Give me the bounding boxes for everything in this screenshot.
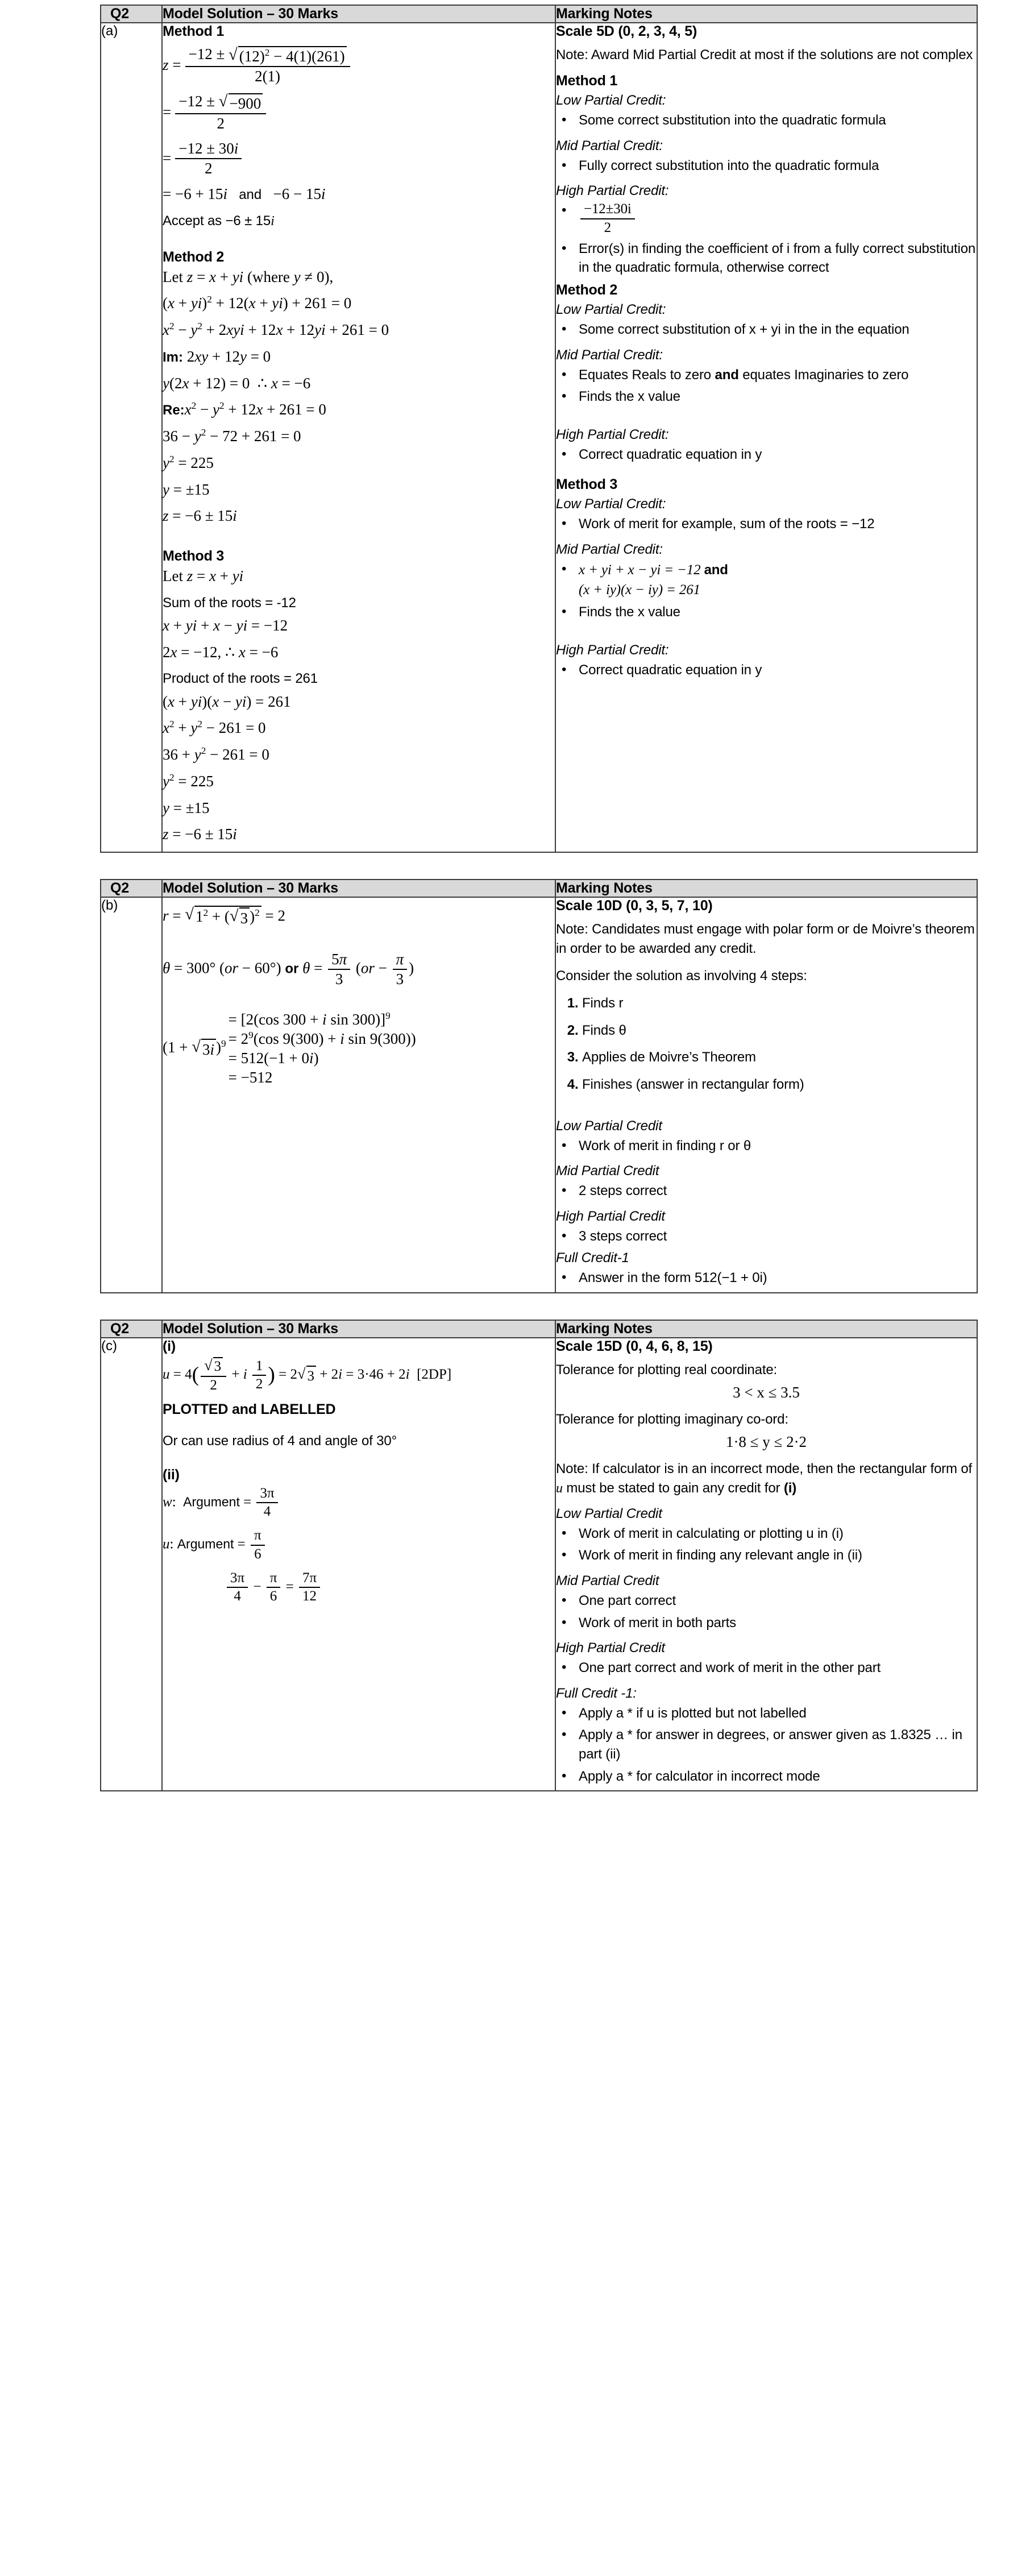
solution-cell-a: [162, 23, 555, 852]
m2-mid-and: and: [715, 367, 739, 383]
m3-mid-list: [556, 560, 977, 622]
result-num-3: 7π: [299, 1570, 320, 1588]
w-arg-den: 4: [263, 1504, 271, 1520]
c-full-list: [556, 1704, 977, 1786]
m2-line-8: $y^2 = 225$: [163, 453, 214, 471]
m2-line-4: Im: 2xy + 12y = 0: [163, 347, 271, 365]
m2-mid-label: Mid Partial Credit:: [556, 347, 663, 363]
solution-cell-c: [162, 1338, 555, 1791]
c-note-u: u: [556, 1480, 563, 1496]
m2-high-list: [556, 445, 977, 464]
c-mid-label: Mid Partial Credit: [556, 1573, 659, 1589]
m1-accept-line: Accept as −6 ± 15i: [163, 213, 275, 229]
m3-line-6: (x + yi)(x − yi) = 261: [163, 692, 291, 710]
b-low-list: [556, 1136, 977, 1156]
m2-line-10: z = −6 ± 15i: [163, 507, 237, 525]
spacer: [163, 234, 555, 249]
method-2-title: Method 2: [163, 248, 225, 265]
result-num-1: 3π: [227, 1570, 248, 1588]
header-question-number: Q2: [101, 5, 162, 23]
question-block-a: [100, 5, 978, 853]
list-item: • Apply a * for calculator in incorrect mode: [576, 1767, 977, 1786]
header-question-number: Q2: [101, 1320, 162, 1338]
spacer: [163, 1424, 555, 1432]
m1-high-list: [556, 201, 977, 277]
m2-mid-text-2: equates Imaginaries to zero: [738, 367, 909, 383]
m1-mid-list: [556, 156, 977, 176]
c-u-argument: u: Argument = $\frac{\pi}{6}$: [163, 1528, 555, 1563]
list-item-fraction: [576, 201, 977, 237]
c-note-part-2: must be stated to gain any credit for: [562, 1480, 784, 1496]
scale-label-a: Scale 5D (0, 2, 3, 4, 5): [556, 23, 697, 39]
m3-line-11: z = −6 ± 15i: [163, 826, 237, 843]
notes-method-2-title: Method 2: [556, 281, 618, 298]
list-item: • Finds the x value: [576, 603, 977, 622]
m3-mid-label: Mid Partial Credit:: [556, 541, 663, 557]
table-header-row: [101, 880, 977, 897]
m3-line-9: $y^2 = 225$: [163, 771, 214, 790]
spacer: [163, 1459, 555, 1467]
c-low-list: [556, 1524, 977, 1565]
list-item: 4. Finishes (answer in rectangular form): [582, 1075, 977, 1094]
c-tol-imag-label: Tolerance for plotting imaginary co-ord:: [556, 1411, 788, 1427]
notes-cell-c: [555, 1338, 977, 1791]
b-r-equation: r = √ $1^2$ + ( √ 3 )$^2$ = 2: [163, 906, 555, 928]
spacer: [556, 627, 977, 634]
b-low-label: Low Partial Credit: [556, 1118, 662, 1134]
m3-mid-and: and: [704, 562, 728, 578]
m2-high-label: High Partial Credit:: [556, 426, 669, 442]
part-label-c: (c): [101, 1338, 162, 1791]
c-part-ii-label: (ii): [163, 1466, 180, 1483]
m2-mid-text-1: Equates Reals to zero: [579, 367, 715, 383]
c-radius-line: Or can use radius of 4 and angle of 30°: [163, 1433, 397, 1449]
table-header-row: [101, 5, 977, 23]
header-model-solution: Model Solution – 30 Marks: [162, 5, 555, 23]
spacer: [556, 1102, 977, 1110]
c-high-label: High Partial Credit: [556, 1640, 665, 1656]
list-item: • Answer in the form 512(−1 + 0i): [576, 1268, 977, 1288]
table-row: [101, 1338, 977, 1791]
c-mid-list: [556, 1591, 977, 1632]
m1-mid-label: Mid Partial Credit:: [556, 138, 663, 154]
c-tol-real-label: Tolerance for plotting real coordinate:: [556, 1362, 778, 1378]
table-row: [101, 897, 977, 1293]
list-item: • Some correct substitution into the quadratic formula: [576, 111, 977, 130]
u-arg-num: π: [251, 1528, 265, 1546]
m1-high-frac-den: 2: [604, 220, 612, 236]
list-item: • Work of merit in finding r or θ: [576, 1136, 977, 1156]
m3-low-list: [556, 515, 977, 534]
list-item: 1. Finds r: [582, 994, 977, 1013]
list-item: • Work of merit in finding any relevant angle in (ii): [576, 1546, 977, 1565]
m3-line-5: Product of the roots = 261: [163, 671, 318, 687]
c-note-i: (i): [783, 1480, 797, 1496]
b-high-label: High Partial Credit: [556, 1208, 665, 1224]
list-item: • One part correct and work of merit in the other part: [576, 1658, 977, 1678]
c-low-label: Low Partial Credit: [556, 1505, 662, 1521]
m3-line-8: $36 + y^2 - 261 = 0$: [163, 745, 269, 764]
header-marking-notes: Marking Notes: [555, 880, 977, 897]
w-arg-num: 3π: [256, 1486, 277, 1504]
list-item: • Work of merit for example, sum of the roots = −12: [576, 515, 977, 534]
m2-line-2: (x + yi)$^2$ + 12(x + yi) + 261 = 0: [163, 294, 352, 312]
b-demoivre-line-3: = 512(−1 + 0i): [228, 1049, 319, 1067]
spacer: [556, 411, 977, 419]
header-marking-notes: Marking Notes: [555, 5, 977, 23]
m3-line-3: x + yi + x − yi = −12: [163, 616, 288, 634]
scale-label-c: Scale 15D (0, 4, 6, 8, 15): [556, 1338, 713, 1355]
c-plotted-label: PLOTTED and LABELLED: [163, 1401, 336, 1417]
m1-equation-4: = −6 + 15i and −6 − 15i: [163, 185, 326, 202]
m3-high-label: High Partial Credit:: [556, 642, 669, 658]
part-label-a: (a): [101, 23, 162, 852]
list-item: • 2 steps correct: [576, 1181, 977, 1201]
spacer: [556, 468, 977, 476]
list-item: • Work of merit in calculating or plotting u in (i): [576, 1524, 977, 1544]
m1-high-frac-num: • −12±30i: [580, 201, 635, 219]
b-full-list: [556, 1268, 977, 1288]
part-label-b: (b): [101, 897, 162, 1293]
c-w-argument: w: Argument = $\frac{3\pi}{4}$: [163, 1486, 555, 1521]
m2-low-label: Low Partial Credit:: [556, 301, 666, 317]
list-item: • Correct quadratic equation in y: [576, 445, 977, 464]
m1-equation-2: = −12 ± √ −900 2: [163, 93, 555, 132]
c-u-equation: u = 4( √ 3 2 + i $\frac{1}{2}$ ) = 2 √ 3 + 2i = 3·46 + 2i [2DP]: [163, 1356, 452, 1393]
m3-mid-eq-2: (x + iy)(x − iy) = 261: [579, 582, 700, 598]
method-3-title: Method 3: [163, 548, 225, 565]
m3-line-7: $x^2 + y^2 - 261 = 0$: [163, 719, 266, 737]
m2-line-7: $36 - y^2 - 72 + 261 = 0$: [163, 427, 301, 445]
steps-list-b: [556, 994, 977, 1094]
m2-line-6: $Re:x^2 - y^2 + 12x + 261 = 0$: [163, 400, 326, 418]
m2-line-1: Let z = x + yi (where y ≠ 0),: [163, 268, 334, 285]
c-note-part-1: Note: If calculator is in an incorrect mode, then the rectangular form of: [556, 1461, 973, 1476]
b-mid-list: [556, 1181, 977, 1201]
list-item: • Some correct substitution of x + yi in the in the equation: [576, 320, 977, 339]
question-block-c: [100, 1320, 978, 1791]
list-item: 2. Finds θ: [582, 1021, 977, 1040]
note-text-b: Note: Candidates must engage with polar form or de Moivre’s theorem in order to be awarded any credit.: [556, 922, 975, 957]
notes-cell-a: [555, 23, 977, 852]
result-den-2: 6: [269, 1588, 277, 1604]
list-item: • Apply a * for answer in degrees, or answer given as 1.8325 … in part (ii): [576, 1725, 977, 1764]
question-block-b: [100, 879, 978, 1293]
list-item: • Work of merit in both parts: [576, 1613, 977, 1633]
b-theta-equation: θ = 300° (or − 60°) or θ = $\frac{5\pi}{3}$ (or − $\frac{\pi}{3}$ ): [163, 951, 414, 988]
c-high-list: [556, 1658, 977, 1678]
scale-label-b: Scale 10D (0, 3, 5, 7, 10): [556, 898, 713, 914]
table-header-row: [101, 1320, 977, 1338]
notes-cell-b: [555, 897, 977, 1293]
result-den-3: 12: [302, 1588, 317, 1604]
c-full-label: Full Credit -1:: [556, 1685, 637, 1701]
table-row: [101, 23, 977, 852]
solution-cell-b: [162, 897, 555, 1293]
spacer: [163, 533, 555, 548]
c-tol-imag-value: 1·8 ≤ y ≤ 2·2: [725, 1433, 807, 1450]
list-item: • Correct quadratic equation in y: [576, 661, 977, 680]
m2-line-9: y = ±15: [163, 480, 210, 498]
list-item: 3. Applies de Moivre’s Theorem: [582, 1048, 977, 1067]
b-demoivre-line-4: = −512: [228, 1068, 273, 1086]
c-tol-real-value: 3 < x ≤ 3.5: [733, 1384, 800, 1401]
m2-low-list: [556, 320, 977, 339]
m1-low-label: Low Partial Credit:: [556, 93, 666, 109]
m3-mid-eq-1: x + yi + x − yi = −12: [579, 562, 704, 578]
b-demoivre-line-1: = [2(cos 300 + i sin 300)]$^9$: [228, 1010, 391, 1028]
method-1-title: Method 1: [163, 23, 225, 39]
b-high-list: [556, 1227, 977, 1246]
list-item: • 3 steps correct: [576, 1227, 977, 1246]
list-item: • Apply a * if u is plotted but not labelled: [576, 1704, 977, 1723]
consider-text-b: Consider the solution as involving 4 steps:: [556, 968, 807, 984]
c-part-i-label: (i): [163, 1338, 176, 1355]
header-model-solution: Model Solution – 30 Marks: [162, 1320, 555, 1338]
spacer: [163, 995, 555, 1010]
m1-equation-3: = $\frac{-12 \pm 30i}{2}$: [163, 140, 555, 177]
u-arg-den: 6: [254, 1546, 261, 1562]
m3-line-1: Let z = x + yi: [163, 567, 244, 585]
spacer: [163, 936, 555, 951]
b-demoivre-line-2: = $2^9(\cos$ 9(300) + i sin 9(300)): [228, 1030, 416, 1048]
m2-line-5: y(2x + 12) = 0 ∴ x = −6: [163, 374, 311, 392]
list-item: • Error(s) in finding the coefficient of i from a fully correct substitution in the quadratic formula, otherwise correct: [576, 239, 977, 277]
m2-mid-list: [556, 366, 977, 406]
spacer: [163, 898, 555, 906]
header-model-solution: Model Solution – 30 Marks: [162, 880, 555, 897]
m1-equation-1: z = −12 ± √ $(12)^2 - 4(1)(261)$ 2(1): [163, 45, 555, 85]
b-demoivre-block: (1 + √ 3i )$^9$ = [2(cos 300 + i sin 300)]$^9$ = $2^9(\cos$ 9(300) + i sin 9(300)) = 512(−1 + 0i) = −512: [163, 1010, 555, 1087]
notes-method-1-title: Method 1: [556, 73, 618, 89]
m3-line-10: y = ±15: [163, 799, 210, 816]
result-den-1: 4: [234, 1588, 241, 1604]
c-result-equation: $\frac{3\pi}{4}$ − $\frac{\pi}{6}$ = $\frac{7\pi}{12}$: [163, 1570, 555, 1606]
result-num-2: π: [267, 1570, 281, 1588]
list-item: • Finds the x value: [576, 387, 977, 406]
list-item: [576, 560, 977, 600]
header-marking-notes: Marking Notes: [555, 1320, 977, 1338]
m1-high-label: High Partial Credit:: [556, 183, 669, 199]
list-item: • Fully correct substitution into the quadratic formula: [576, 156, 977, 176]
m2-line-3: $x^2 - y^2 + 2xyi + 12x + 12yi + 261 = 0$: [163, 321, 389, 339]
notes-method-3-title: Method 3: [556, 476, 618, 493]
note-text-a: Note: Award Mid Partial Credit at most if the solutions are not complex: [556, 47, 973, 63]
list-item: [576, 366, 977, 385]
m3-high-list: [556, 661, 977, 680]
m3-line-4: 2x = −12, ∴ x = −6: [163, 643, 279, 661]
header-question-number: Q2: [101, 880, 162, 897]
b-mid-label: Mid Partial Credit: [556, 1163, 659, 1179]
b-full-label: Full Credit-1: [556, 1250, 629, 1266]
m3-line-2: Sum of the roots = -12: [163, 595, 296, 611]
m3-low-label: Low Partial Credit:: [556, 496, 666, 512]
m1-low-list: [556, 111, 977, 130]
c-note-text: [556, 1459, 977, 1498]
list-item: • One part correct: [576, 1591, 977, 1611]
